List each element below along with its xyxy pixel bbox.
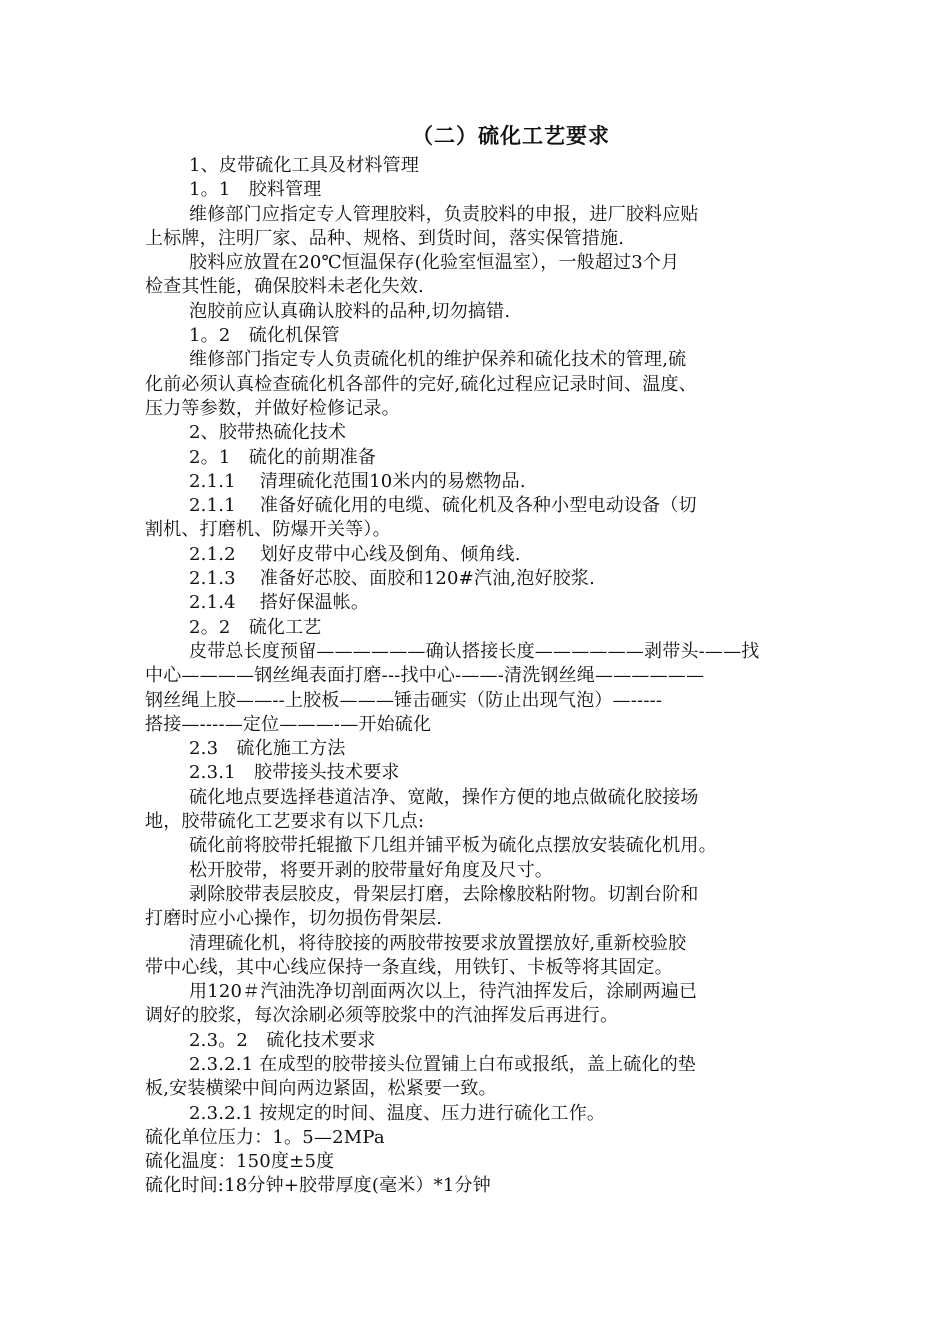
text-line: 化前必须认真检查硫化机各部件的完好,硫化过程应记录时间、温度、 <box>145 373 697 395</box>
text-line: 上标牌，注明厂家、品种、规格、到货时间，落实保管措施. <box>145 227 625 249</box>
text-line: 2.1.3 准备好芯胶、面胶和120#汽油,泡好胶浆. <box>189 568 596 590</box>
text-line: 打磨时应小心操作，切勿损伤骨架层. <box>145 908 443 930</box>
text-line: 用120＃汽油洗净切剖面两次以上，待汽油挥发后，涂刷两遍已 <box>189 981 698 1003</box>
text-line: 2.3.1 胶带接头技术要求 <box>189 762 400 784</box>
text-line: 割机、打磨机、防爆开关等）。 <box>145 519 391 541</box>
text-line: 2.3.2.1 在成型的胶带接头位置铺上白布或报纸，盖上硫化的垫 <box>189 1053 697 1075</box>
document-body <box>145 154 817 1199</box>
text-line: 2.3 硫化施工方法 <box>189 738 346 760</box>
text-line: 硫化单位压力：1。5—2MPa <box>145 1126 385 1148</box>
text-line: 胶料应放置在20℃恒温保存(化验室恒温室），一般超过3个月 <box>189 252 680 274</box>
text-line: 钢丝绳上胶——--上胶板———锤击砸实（防止出现气泡）—----- <box>145 689 663 711</box>
text-line: 维修部门应指定专人管理胶料，负责胶料的申报，进厂胶料应贴 <box>189 203 699 225</box>
text-line: 2.1.2 划好皮带中心线及倒角、倾角线. <box>189 543 521 565</box>
text-line: 硫化前将胶带托辊撤下几组并铺平板为硫化点摆放安装硫化机用。 <box>189 835 717 857</box>
text-line: 2.3。2 硫化技术要求 <box>189 1029 376 1051</box>
text-line: 泡胶前应认真确认胶料的品种,切勿搞错. <box>189 300 511 322</box>
text-line: 1。2 硫化机保管 <box>189 325 340 347</box>
text-line: 2。1 硫化的前期准备 <box>189 446 377 468</box>
document-page <box>145 118 817 1199</box>
text-line: 压力等参数，并做好检修记录。 <box>145 397 400 419</box>
text-line: 2、胶带热硫化技术 <box>189 422 347 444</box>
text-line: 2.1.1 准备好硫化用的电缆、硫化机及各种小型电动设备（切 <box>189 495 697 517</box>
text-line: 2.3.2.1 按规定的时间、温度、压力进行硫化工作。 <box>189 1102 606 1124</box>
text-line: 1。1 胶料管理 <box>189 179 322 201</box>
text-line: 硫化时间:18分钟+胶带厚度(毫米）*1分钟 <box>145 1175 491 1197</box>
text-line: 硫化地点要选择巷道洁净、宽敞，操作方便的地点做硫化胶接场 <box>189 786 699 808</box>
text-line: 皮带总长度预留——————确认搭接长度——————剥带头-——找 <box>189 640 760 662</box>
text-line: 松开胶带，将要开剥的胶带量好角度及尺寸。 <box>189 859 553 881</box>
section-title: （二）硫化工艺要求 <box>412 123 610 148</box>
text-line: 清理硫化机，将待胶接的两胶带按要求放置摆放好,重新校验胶 <box>189 932 687 954</box>
text-line: 剥除胶带表层胶皮，骨架层打磨，去除橡胶粘附物。切割台阶和 <box>189 883 699 905</box>
text-line: 中心————钢丝绳表面打磨---找中心-——-清洗钢丝绳—————— <box>145 665 705 687</box>
text-line: 板,安装横梁中间向两边紧固，松紧要一致。 <box>145 1078 497 1100</box>
text-line: 2.1.4 搭好保温帐。 <box>189 592 370 614</box>
text-line: 2。2 硫化工艺 <box>189 616 322 638</box>
text-line: 带中心线，其中心线应保持一条直线，用铁钉、卡板等将其固定。 <box>145 956 673 978</box>
text-line: 维修部门指定专人负责硫化机的维护保养和硫化技术的管理,硫 <box>189 349 687 371</box>
text-line: 1、皮带硫化工具及材料管理 <box>189 155 420 176</box>
text-line: 2.1.1 清理硫化范围10米内的易燃物品. <box>189 470 526 492</box>
text-line: 地，胶带硫化工艺要求有以下几点: <box>145 811 425 833</box>
text-line: 检查其性能，确保胶料未老化失效. <box>145 276 424 298</box>
text-line: 调好的胶浆，每次涂刷必须等胶浆中的汽油挥发后再进行。 <box>145 1005 619 1027</box>
text-line: 硫化温度：150度±5度 <box>145 1151 335 1173</box>
text-line: 搭接—----—定位———-—开始硫化 <box>145 713 432 735</box>
